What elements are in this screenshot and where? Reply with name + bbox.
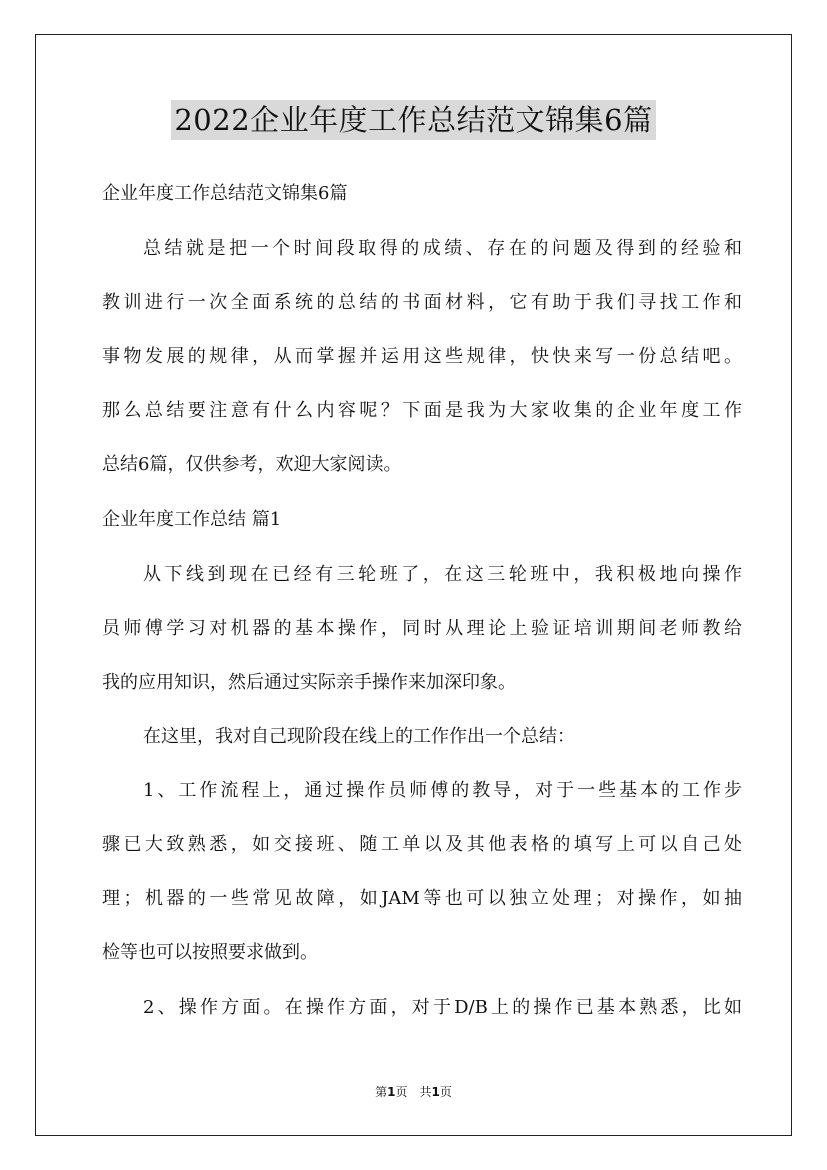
section-p1-line-2: 员师傅学习对机器的基本操作，同时从理论上验证培训期间老师教给 — [102, 618, 742, 639]
intro-line-3: 事物发展的规律，从而掌握并运用这些规律，快快来写一份总结吧。 — [102, 346, 742, 367]
intro-line-2: 教训进行一次全面系统的总结的书面材料，它有助于我们寻找工作和 — [102, 292, 742, 313]
section-p1-line-1: 从下线到现在已经有三轮班了，在这三轮班中，我积极地向操作 — [143, 564, 742, 585]
section-p1-line-3: 我的应用知识，然后通过实际亲手操作来加深印象。 — [102, 672, 516, 693]
item1-line-1: 1、工作流程上，通过操作员师傅的教导，对于一些基本的工作步 — [143, 780, 742, 801]
item1-line-2: 骤已大致熟悉，如交接班、随工单以及其他表格的填写上可以自己处 — [102, 834, 742, 855]
document-subtitle: 企业年度工作总结范文锦集6篇 — [102, 183, 348, 204]
intro-line-4: 那么总结要注意有什么内容呢？下面是我为大家收集的企业年度工作 — [102, 400, 742, 421]
item2-line-1: 2、操作方面。在操作方面，对于D/B上的操作已基本熟悉，比如 — [143, 997, 742, 1018]
intro-line-1: 总结就是把一个时间段取得的成绩、存在的问题及得到的经验和 — [143, 238, 742, 259]
document-title: 2022企业年度工作总结范文锦集6篇 — [171, 100, 655, 140]
intro-line-5: 总结6篇，仅供参考，欢迎大家阅读。 — [102, 454, 402, 475]
section-heading: 企业年度工作总结 篇1 — [102, 509, 282, 530]
footer-page-suffix: 页 — [439, 1085, 452, 1099]
page-footer — [0, 1083, 827, 1100]
item1-line-3: 理；机器的一些常见故障，如JAM等也可以独立处理；对操作，如抽 — [102, 888, 742, 909]
footer-page-total: 1 — [431, 1085, 440, 1099]
title-container — [0, 100, 827, 140]
item1-line-4: 检等也可以按照要求做到。 — [102, 942, 318, 963]
section-p2: 在这里，我对自己现阶段在线上的工作作出一个总结： — [143, 726, 575, 747]
footer-page-number: 1 — [387, 1085, 396, 1099]
footer-page-prefix: 第 — [375, 1085, 388, 1099]
footer-page-mid: 页 共 — [395, 1085, 432, 1099]
